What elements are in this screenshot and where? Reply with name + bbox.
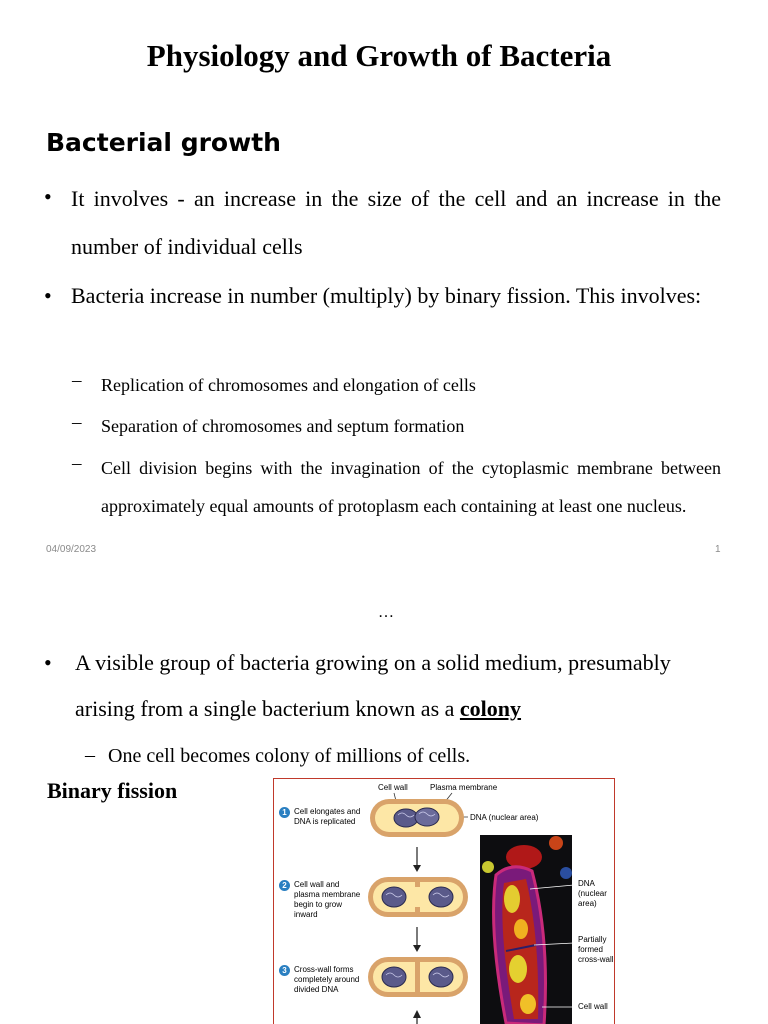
colony-bullet-text [75,640,723,732]
footer-date: 04/09/2023 [46,544,97,555]
micrograph-cell-wall-label: Cell wall [578,1002,608,1011]
colony-term: colony [459,696,522,721]
step-2-text: Cell wall and plasma membrane begin to grow inward [294,880,361,919]
bullet-text: It involves - an increase in the size of the cell and an increase in the number of individual cells [71,186,721,259]
slide-title: Physiology and Growth of Bacteria [146,38,612,73]
cell-wall-label: Cell wall [378,783,408,792]
sub-item: Separation of chromosomes and septum formation [101,416,465,436]
sub-item: Cell division begins with the invagination of the cytoplasmic membrane between approximately equal amounts of protoplasm each containing at least one nucleus. [101,458,721,516]
step-3-text: Cross-wall forms completely around divided DNA [294,965,360,994]
dash-marker: – [85,744,95,766]
bullet-marker: • [44,184,52,209]
colony-bullet-body: A visible group of bacteria growing on a solid medium, presumably arising from a single bacterium known as a [75,650,671,721]
binary-fission-heading: Binary fission [47,778,178,803]
bullet-marker: • [44,650,52,675]
micrograph [480,835,574,1024]
plasma-membrane-label: Plasma membrane [430,783,498,792]
sub-item: Replication of chromosomes and elongation of cells [101,375,476,395]
dash-marker: – [72,370,82,391]
micrograph-dna-label: DNA (nuclear area) [578,879,607,908]
bullet-text: Bacteria increase in number (multiply) by binary fission. This involves: [71,283,702,308]
dna-label: DNA (nuclear area) [470,813,539,822]
step-3-badge: 3 [279,965,290,976]
dash-marker: – [72,412,82,433]
footer-page-number: 1 [715,544,721,555]
bullet-marker: • [44,283,52,308]
binary-fission-figure [273,778,615,1024]
section-heading: Bacterial growth [46,128,281,157]
micrograph-cross-wall-label: Partially formed cross-wall [578,935,614,964]
dash-marker: – [72,453,82,474]
sub-item: One cell becomes colony of millions of cells. [108,745,471,767]
step-1-text: Cell elongates and DNA is replicated [294,807,361,826]
ellipsis: … [378,604,394,621]
step-2-badge: 2 [279,880,290,891]
step-1-badge: 1 [279,807,290,818]
